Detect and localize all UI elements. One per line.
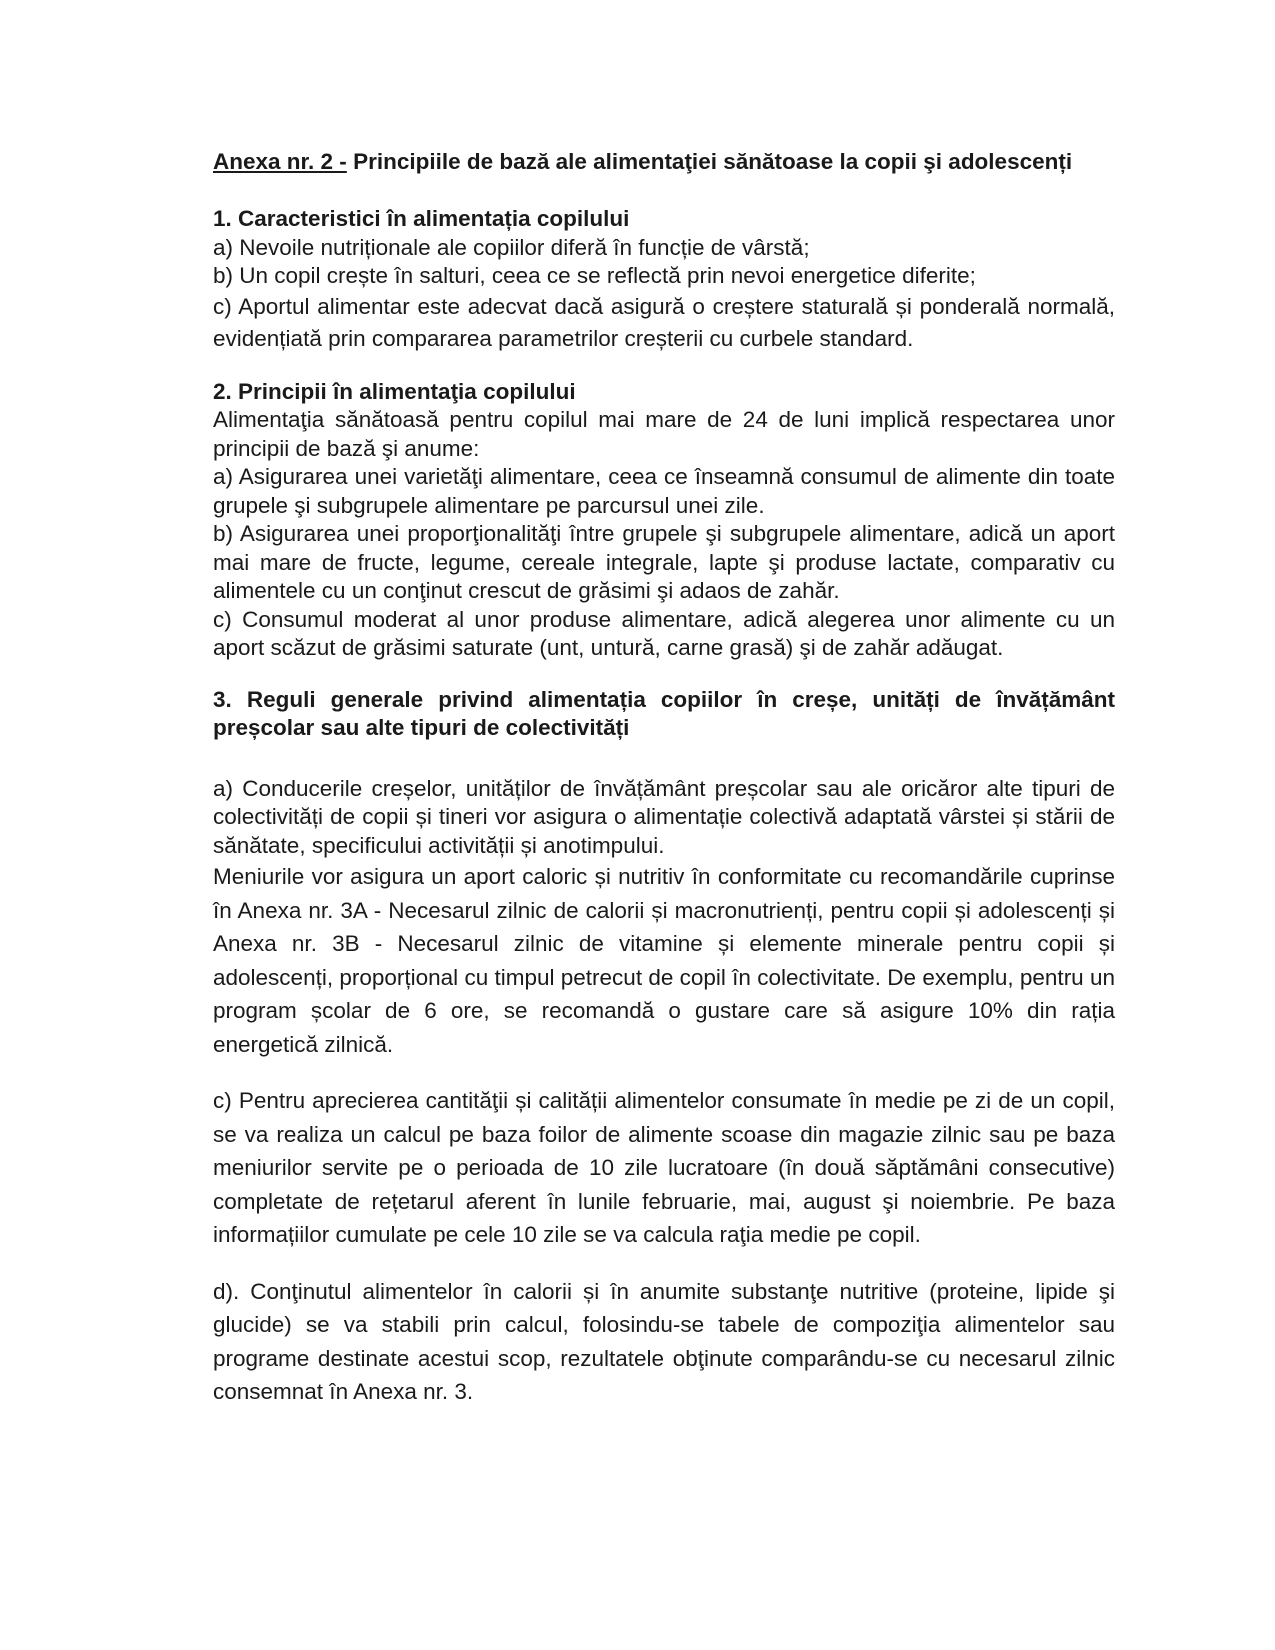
document-page bbox=[213, 145, 1115, 1409]
annex-title-text: Principiile de bază ale alimentaţiei sănătoase la copii şi adolescenți bbox=[346, 149, 1073, 174]
section-1-heading: 1. Caracteristici în alimentația copilului bbox=[213, 206, 630, 231]
section-2-intro: Alimentaţia sănătoasă pentru copilul mai mare de 24 de luni implică respectarea unor principii de bază şi anume: bbox=[213, 407, 1115, 461]
section-1-item-c: c) Aportul alimentar este adecvat dacă asigură o creștere staturală și ponderală normală, evidențiată prin compararea parametrilor creșterii cu curbele standard. bbox=[213, 293, 1115, 351]
section-2-item-b: b) Asigurarea unei proporţionalităţi între grupele şi subgrupele alimentare, adică un aport mai mare de fructe, legume, cereale integrale, lapte şi produse lactate, comparativ cu alimentele cu un conţinut crescut de grăsimi şi adaos de zahăr. bbox=[213, 521, 1115, 603]
section-2-item-c: c) Consumul moderat al unor produse alimentare, adică alegerea unor alimente cu un aport scăzut de grăsimi saturate (unt, untură, carne grasă) şi de zahăr adăugat. bbox=[213, 606, 1115, 660]
section-2-heading: 2. Principii în alimentaţia copilului bbox=[213, 378, 576, 404]
section-2-item-a: a) Asigurarea unei varietăţi alimentare, ceea ce înseamnă consumul de alimente din toate grupele şi subgrupele alimentare pe parcursul unei zile. bbox=[213, 464, 1115, 518]
section-3-para-c: c) Pentru aprecierea cantităţii și calității alimentelor consumate în medie pe zi de un copil, se va realiza un calcul pe baza foilor de alimente scoase din magazie zilnic sau pe baza meniurilor servite pe o perioada de 10 zile lucratoare (în două săptămâni consecutive) completate de rețetarul aferent în lunile februarie, mai, august şi noiembrie. Pe baza informațiilor cumulate pe cele 10 zile se va calcula raţia medie pe copil. bbox=[213, 1088, 1115, 1247]
section-1-item-b: b) Un copil crește în salturi, ceea ce se reflectă prin nevoi energetice diferite; bbox=[213, 263, 976, 288]
annex-label: Anexa nr. 2 - bbox=[213, 149, 347, 174]
section-3-heading: 3. Reguli generale privind alimentația copiilor în creșe, unități de învățământ preșcolar sau alte tipuri de colectivități bbox=[213, 686, 1115, 740]
section-1-item-a: a) Nevoile nutriționale ale copiilor diferă în funcție de vârstă; bbox=[213, 234, 810, 260]
document-title bbox=[213, 145, 1115, 178]
section-3-para-a: a) Conducerile creșelor, unităților de învățământ preșcolar sau ale oricăror alte tipuri de colectivități de copii și tineri vor asigura o alimentație colectivă adaptată vârstei și stării de sănătate, specificului activității și anotimpului. bbox=[213, 775, 1115, 858]
section-3-para-d: d). Conţinutul alimentelor în calorii și în anumite substanţe nutritive (proteine, lipide şi glucide) se va stabili prin calcul, folosindu-se tabele de compoziţia alimentelor sau programe destinate acestui scop, rezultatele obţinute comparându-se cu necesarul zilnic consemnat în Anexa nr. 3. bbox=[213, 1278, 1115, 1404]
section-3-para-menus: Meniurile vor asigura un aport caloric și nutritiv în conformitate cu recomandările cuprinse în Anexa nr. 3A - Necesarul zilnic de calorii și macronutrienți, pentru copii și adolescenți și Anexa nr. 3B - Necesarul zilnic de vitamine și elemente minerale pentru copii și adolescenți, proporțional cu timpul petrecut de copil în colectivitate. De exemplu, pentru un program școlar de 6 ore, se recomandă o gustare care să asigure 10% din rația energetică zilnică. bbox=[213, 864, 1115, 1057]
